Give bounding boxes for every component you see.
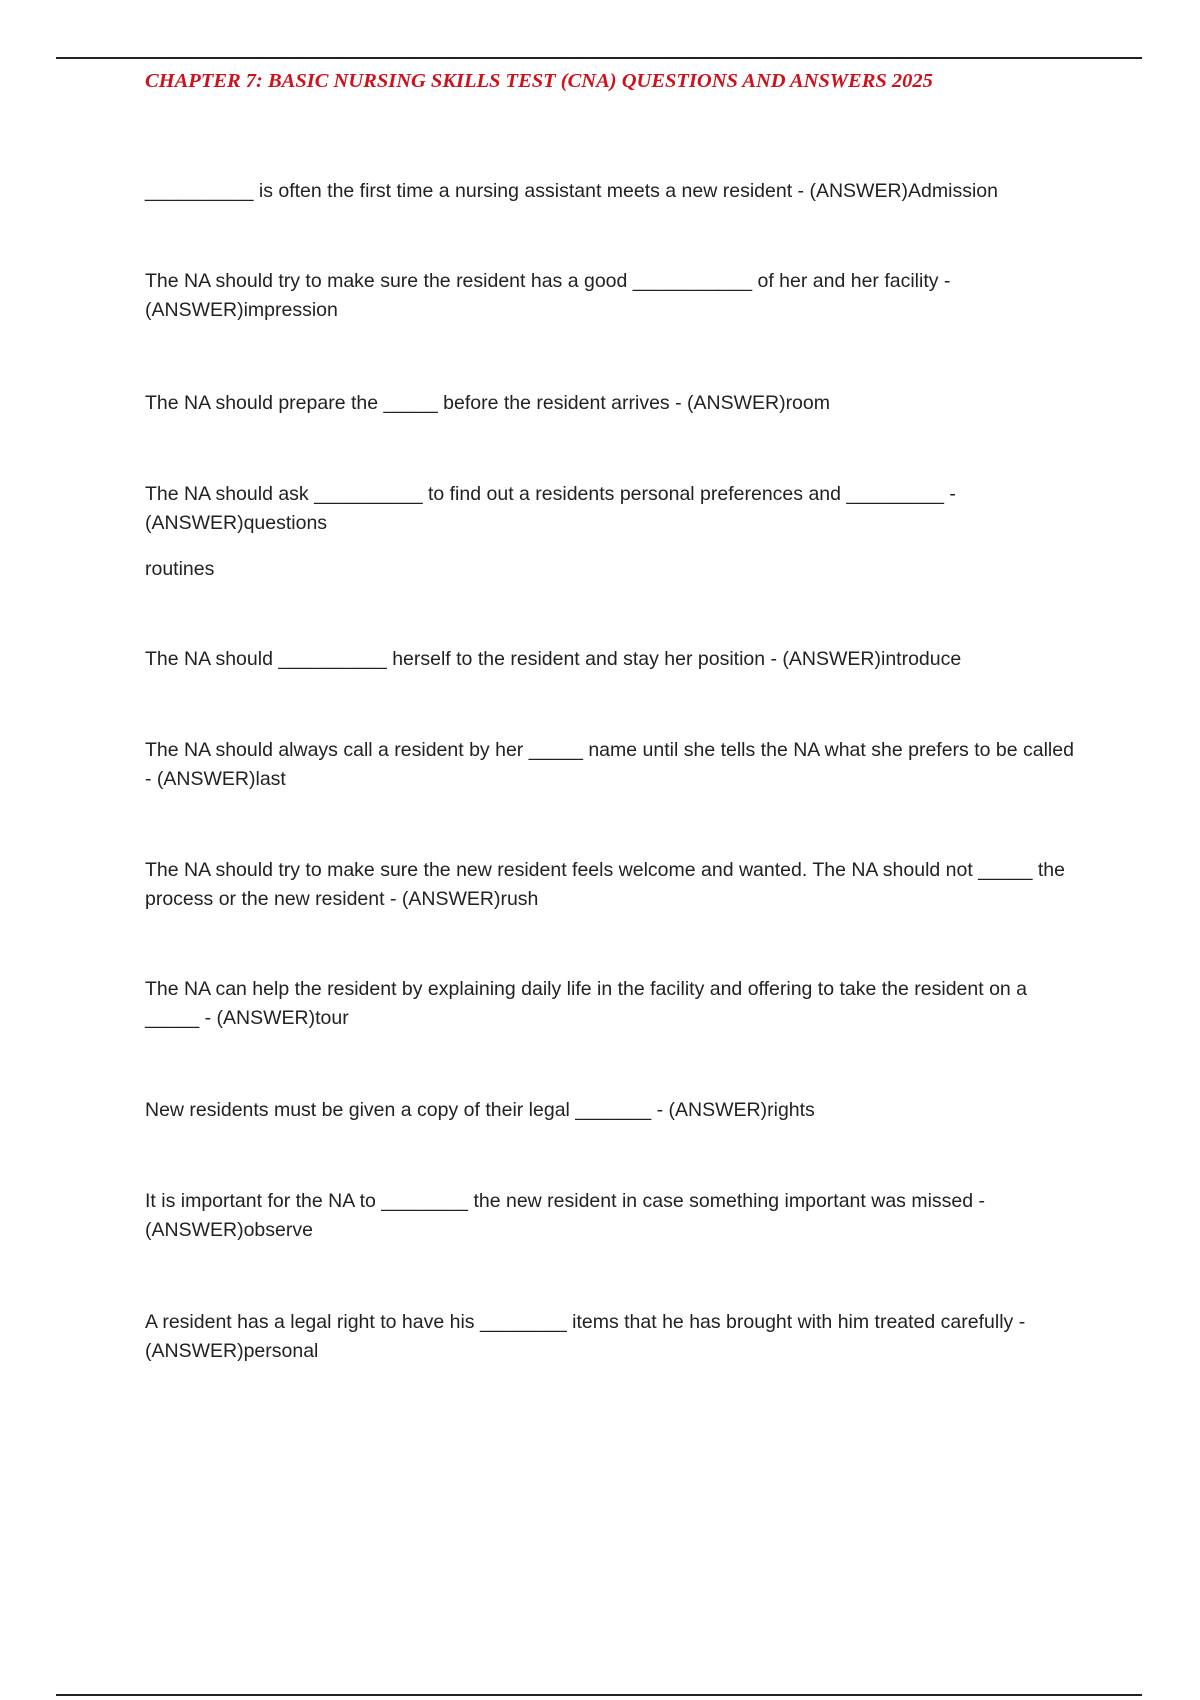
qa-item-8: The NA can help the resident by explaining daily life in the facility and offering to take the resident on a _____ - (ANSWER)tour	[145, 978, 1028, 1029]
top-rule	[56, 57, 1142, 59]
bottom-rule	[56, 1694, 1142, 1696]
qa-item-6: The NA should always call a resident by her _____ name until she tells the NA what she prefers to be called - (ANSWER)last	[145, 739, 1074, 790]
qa-item-4: The NA should ask __________ to find out a residents personal preferences and _________ - (ANSWER)questions	[145, 483, 956, 534]
document-title: CHAPTER 7: BASIC NURSING SKILLS TEST (CNA) QUESTIONS AND ANSWERS 2025	[145, 70, 933, 92]
qa-item-2: The NA should try to make sure the resident has a good ___________ of her and her facility - (ANSWER)impression	[145, 270, 951, 321]
qa-item-1: __________ is often the first time a nursing assistant meets a new resident - (ANSWER)Admission	[145, 180, 998, 202]
qa-item-5: The NA should __________ herself to the resident and stay her position - (ANSWER)introduce	[145, 648, 962, 670]
qa-item-11: A resident has a legal right to have his ________ items that he has brought with him treated carefully - (ANSWER)personal	[145, 1311, 1026, 1362]
qa-item-9: New residents must be given a copy of their legal _______ - (ANSWER)rights	[145, 1099, 815, 1121]
qa-item-7: The NA should try to make sure the new resident feels welcome and wanted. The NA should not _____ the process or the new resident - (ANSWER)rush	[145, 859, 1065, 910]
qa-item-3: The NA should prepare the _____ before the resident arrives - (ANSWER)room	[145, 392, 830, 414]
qa-item-4-extra: routines	[145, 558, 215, 580]
qa-item-10: It is important for the NA to ________ the new resident in case something important was missed - (ANSWER)observe	[145, 1190, 986, 1241]
